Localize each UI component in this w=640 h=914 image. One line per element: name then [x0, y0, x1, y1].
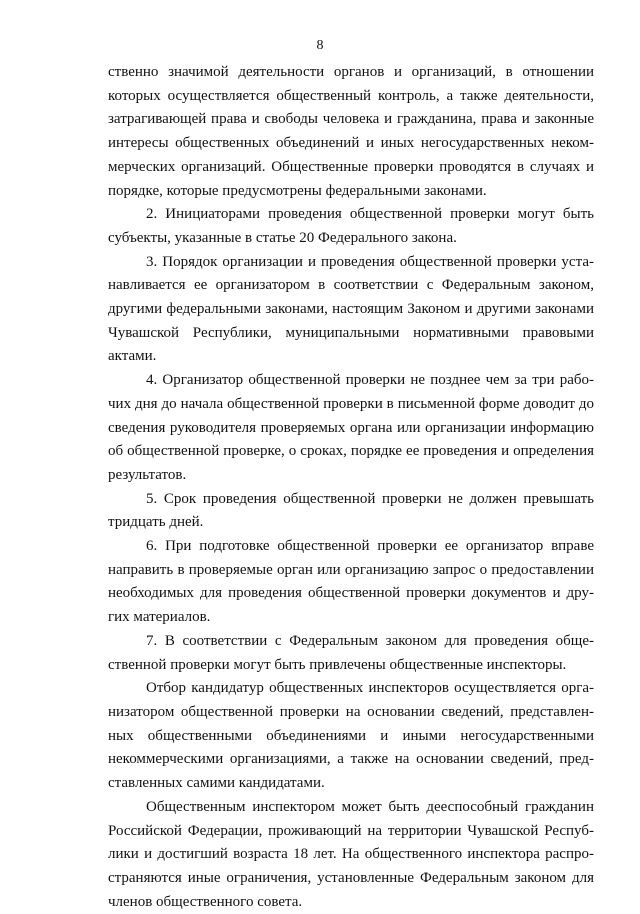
paragraph-item-2: 2. Инициаторами проведения общественной проверки могут быть субъекты, указанные в статье 20 Федерального закона. — [108, 206, 594, 246]
paragraph-item-6: 6. При подготовке общественной проверки ее организатор вправе направить в проверяемые орган или организацию запрос о предоставлении необходимых для проведения общественной проверки документов и других материалов. — [108, 538, 594, 626]
paragraph-continuation: ственно значимой деятельности органов и организаций, в отношении которых осуществляется общественный контроль, а также деятельности, затрагивающей права и свободы человека и гражданина, права и законные интересы общественных объединений и иных негосударственных некоммерческих организаций. Общественные проверки проводятся в случаях и порядке, которые предусмотрены федеральными законами. — [108, 64, 594, 199]
paragraph-item-7: 7. В соответствии с Федеральным законом для проведения общественной проверки могут быть привлечены общественные инспекторы. — [108, 632, 594, 673]
paragraph-inspector-eligibility: Общественным инспектором может быть дееспособный гражданин Российской Федерации, проживающий на территории Чувашской Республики и достигший возраста 18 лет. На общественного инспектора распространяются иные ограничения, установленные Федеральным законом для членов общественного совета. — [108, 798, 594, 910]
page-number: 8 — [316, 38, 324, 53]
document-body — [108, 61, 594, 914]
paragraph-item-4: 4. Организатор общественной проверки не позднее чем за три рабочих дня до начала общественной проверки в письменной форме доводит до сведения руководителя проверяемых органа или организации информацию об общественной проверке, о сроках, порядке ее проведения и определения результатов. — [108, 372, 594, 483]
paragraph-item-5: 5. Срок проведения общественной проверки не должен превышать тридцать дней. — [108, 490, 594, 531]
paragraph-item-3: 3. Порядок организации и проведения общественной проверки устанавливается ее организатором в соответствии с Федеральным законом, другими федеральными законами, настоящим Законом и другими законами Чувашской Республики, муниципальными нормативными правовыми актами. — [108, 253, 594, 365]
paragraph-inspector-selection: Отбор кандидатур общественных инспекторов осуществляется организатором общественной проверки на основании сведений, представленных общественными объединениями и иными негосударственными некоммерческими организациями, а также на основании сведений, представленных самими кандидатами. — [108, 680, 594, 792]
